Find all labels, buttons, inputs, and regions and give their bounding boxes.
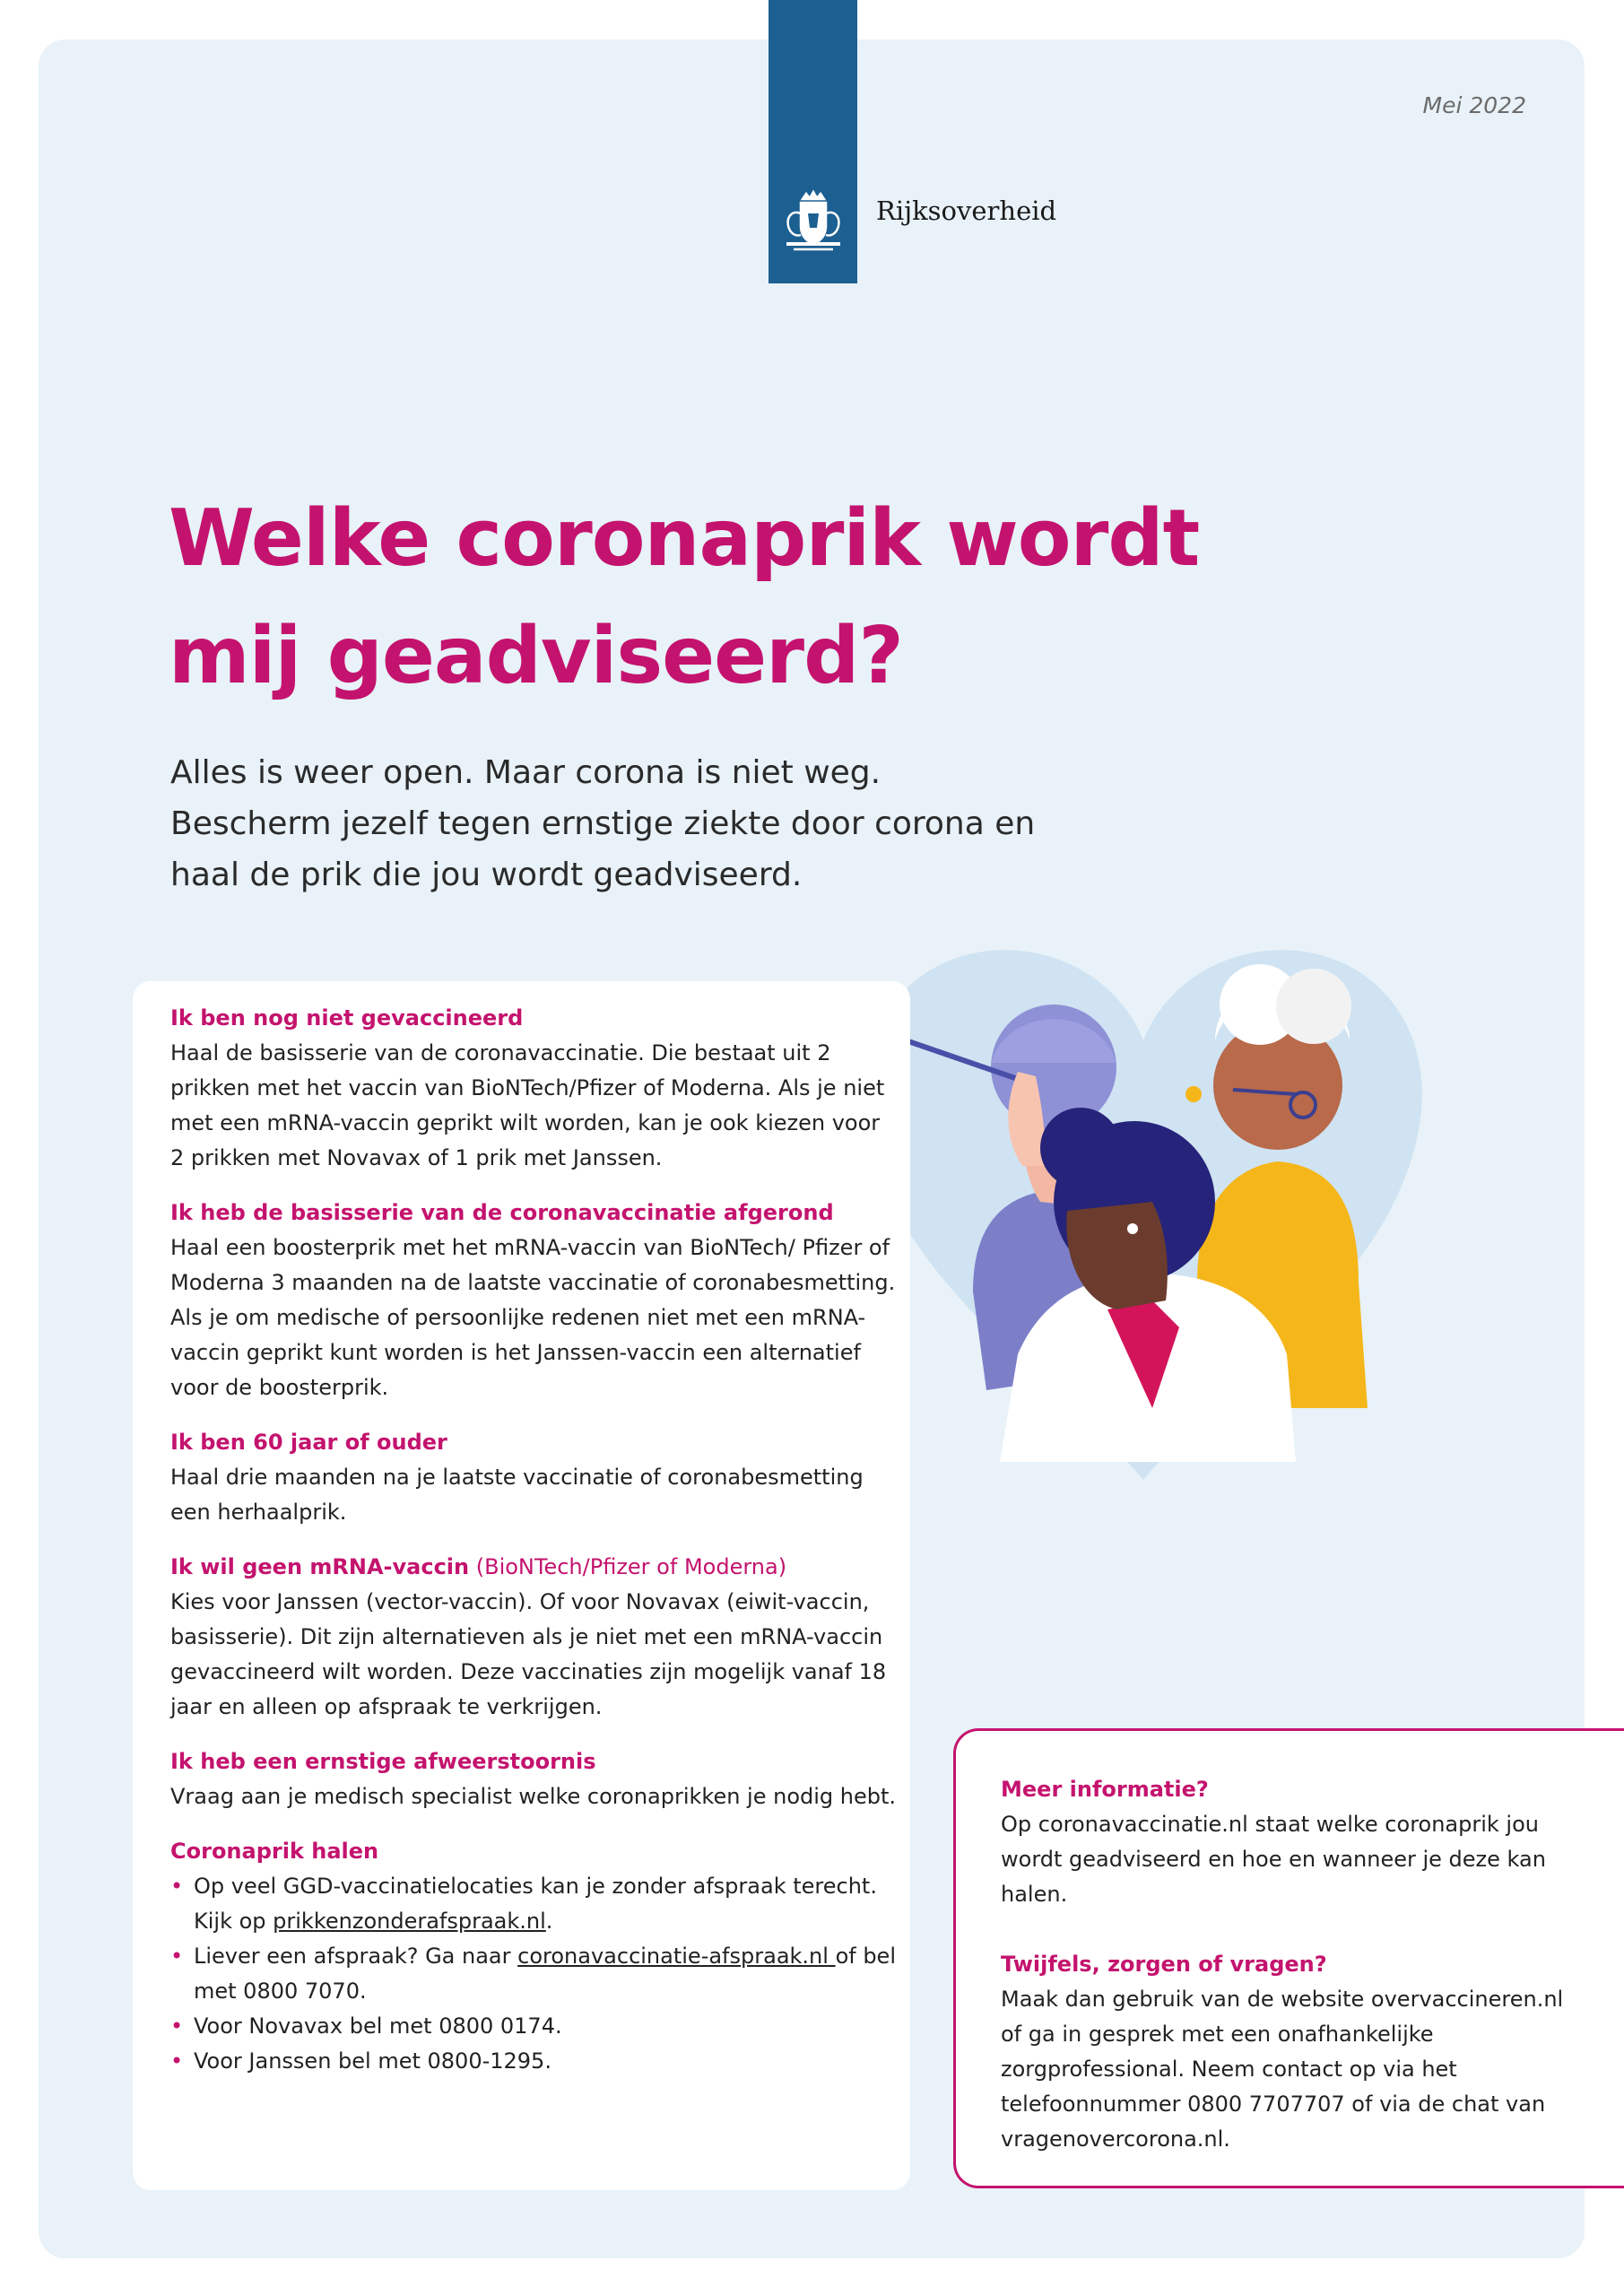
section-heading xyxy=(170,1744,897,1779)
section-60-plus xyxy=(170,1425,897,1530)
page-title: Welke coronaprik wordt mij geadviseerd? xyxy=(169,492,1200,701)
people-heart-illustration xyxy=(812,906,1475,1534)
section-heading xyxy=(170,1550,897,1585)
item-text: Op veel GGD-vaccinatielocaties kan je zonder afspraak terecht. Kijk op xyxy=(194,1874,877,1934)
bullet-icon: • xyxy=(170,2013,184,2039)
list-item xyxy=(170,1939,897,2009)
list-item xyxy=(170,1869,897,1939)
bullet-icon: • xyxy=(170,1874,184,1899)
link-coronavaccinatie-afspraak[interactable]: coronavaccinatie-afspraak.nl xyxy=(517,1944,836,1969)
advice-card xyxy=(133,981,910,2190)
section-body: Vraag aan je medisch specialist welke coronaprikken je nodig hebt. xyxy=(170,1784,897,1809)
section-body: Haal de basisserie van de coronavaccinatie. Die bestaat uit 2 prikken met het vaccin van BioNTech/Pfizer of Moderna. Als je niet met een mRNA-vaccin geprikt wilt worden, kan je ook kiezen voor 2 prikken met Novavax of 1 prik met Janssen. xyxy=(170,1040,885,1170)
item-text: Voor Janssen bel met 0800-1295. xyxy=(194,2048,551,2074)
section-body: Haal een boosterprik met het mRNA-vaccin van BioNTech/ Pfizer of Moderna 3 maanden na de laatste vaccinatie of coronabesmetting. Als je om medische of persoonlijke redenen niet met een mRNA-vaccin geprikt kunt worden is het Janssen-vaccin een alternatief voor de boosterprik. xyxy=(170,1235,896,1400)
item-text-end: . xyxy=(545,1909,553,1934)
bullet-icon: • xyxy=(170,2048,184,2074)
list-item xyxy=(170,2009,897,2044)
section-heading xyxy=(170,1001,897,1036)
item-text: Liever een afspraak? Ga naar xyxy=(194,1944,518,1969)
section-body: Haal drie maanden na je laatste vaccinatie of coronabesmetting een herhaalprik. xyxy=(170,1465,864,1525)
section-immune-disorder xyxy=(170,1744,897,1814)
section-basisserie-done xyxy=(170,1196,897,1405)
section-body: Maak dan gebruik van de website overvaccineren.nl of ga in gesprek met een onafhankelijke zorgprofessional. Neem contact op via het telefoonnummer 0800 7707707 of via de chat van vragenovercorona.nl. xyxy=(1001,1987,1564,2152)
heading-extra: (BioNTech/Pfizer of Moderna) xyxy=(469,1554,787,1579)
section-body: Kies voor Janssen (vector-vaccin). Of voor Novavax (eiwit-vaccin, basisserie). Dit zijn alternatieven als je niet met een mRNA-vaccin gevaccineerd wilt worden. Deze vaccinaties zijn mogelijk vanaf 18 jaar en alleen op afspraak te verkrijgen. xyxy=(170,1589,887,1719)
section-twijfels xyxy=(1001,1947,1575,2157)
publication-date: Mei 2022 xyxy=(1422,92,1526,118)
info-card xyxy=(953,1728,1624,2188)
heading-text: Ik heb de basisserie van de coronavaccinatie afgerond xyxy=(170,1200,834,1225)
heading-text: Ik ben 60 jaar of ouder xyxy=(170,1430,447,1455)
item-text: Voor Novavax bel met 0800 0174. xyxy=(194,2013,562,2039)
list-item xyxy=(170,2044,897,2079)
section-heading xyxy=(170,1196,897,1231)
item-text-end: of bel met 0800 7070. xyxy=(194,1944,896,2004)
logo-wordmark: Rijksoverheid xyxy=(876,196,1057,226)
section-coronaprik-halen xyxy=(170,1834,897,2079)
section-heading: Meer informatie? xyxy=(1001,1777,1209,1802)
heading-text: Ik ben nog niet gevaccineerd xyxy=(170,1005,524,1031)
section-body: Op coronavaccinatie.nl staat welke coronaprik jou wordt geadviseerd en hoe en wanneer je deze kan halen. xyxy=(1001,1812,1546,1907)
section-not-vaccinated xyxy=(170,1001,897,1176)
intro-text: Alles is weer open. Maar corona is niet weg. Bescherm jezelf tegen ernstige ziekte door corona en haal de prik die jou wordt geadviseerd. xyxy=(170,754,1036,893)
coat-of-arms-icon xyxy=(776,187,851,262)
section-heading: Coronaprik halen xyxy=(170,1839,379,1864)
section-heading: Twijfels, zorgen of vragen? xyxy=(1001,1952,1327,1977)
heading-text: Ik wil geen mRNA-vaccin xyxy=(170,1554,470,1579)
heading-text: Ik heb een ernstige afweerstoornis xyxy=(170,1749,596,1774)
section-meer-informatie xyxy=(1001,1772,1575,1912)
rijksoverheid-logo xyxy=(769,0,857,283)
link-prikkenzonderafspraak[interactable]: prikkenzonderafspraak.nl xyxy=(273,1909,546,1934)
section-no-mrna xyxy=(170,1550,897,1725)
bullet-icon: • xyxy=(170,1944,184,1969)
halen-list xyxy=(170,1869,897,2079)
section-heading xyxy=(170,1425,897,1460)
